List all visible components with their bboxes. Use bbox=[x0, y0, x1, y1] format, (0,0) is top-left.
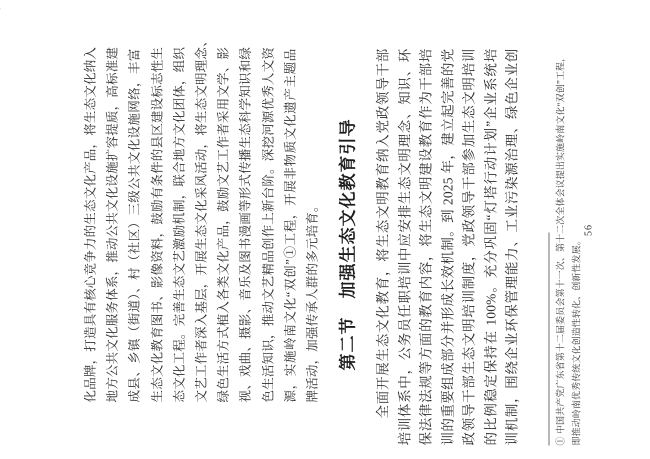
body-text-line: 政领导干部生态文明培训制度，党政领导干部参加生态文明培训 bbox=[461, 48, 476, 445]
paragraph-1 bbox=[79, 33, 323, 402]
body-text-line: 保法律法规等方面的教育内容，将生态文明建设教育作为干部培 bbox=[418, 48, 433, 445]
body-text-line: 牌活动，加强传承人群的多元培育。 bbox=[304, 198, 319, 402]
body-text-line: 全面开展生态文化教育，将生态文明教育纳入党政领导干部 bbox=[375, 48, 390, 418]
body-text-line: 源，实施岭南文化“双创”①工程，开展非物质文化遗产主题品 bbox=[282, 48, 297, 402]
body-text-line: 训的重要组成部分并形成长效机制。到 2025 年，建立起完善的党 bbox=[439, 48, 455, 445]
body-text-line: 训机制，围绕企业环保管理能力、工业污染源治理、绿色企业创 bbox=[504, 48, 519, 445]
footnote bbox=[552, 52, 584, 445]
body-text-line: 的比例稳定保持在 100%。充分巩固“灯塔行动计划”企业系统培 bbox=[482, 48, 498, 445]
body-text-line: 态文化工程。完善生态文艺激励机制，联合地方文化团体，组织 bbox=[171, 46, 186, 402]
body-text-line: 绿色生活方式植入各类文化产品，鼓励文艺工作者采用文学、影 bbox=[216, 46, 231, 402]
page-number: 56 bbox=[583, 223, 594, 236]
body-text-line: 色生活知识，推动文艺精品创作上新台阶。深挖河源优秀人文资 bbox=[260, 46, 275, 402]
body-text-line: 地方公共文化服务体系，推动公共文化设施扩容提质，高标准建 bbox=[105, 46, 120, 402]
body-text-line: 化品牌，打造具有核心竞争力的生态文化产品，将生态文化纳入 bbox=[83, 46, 97, 402]
body-text-line: 生态文化教育图书、影像资料，鼓励有条件的县区建设标志性生 bbox=[149, 46, 164, 402]
body-text-line: 视、戏曲、摄影、音乐及图书漫画等形式传播生态科学知识和绿 bbox=[238, 46, 253, 402]
paragraph-2 bbox=[372, 48, 523, 445]
body-text-line: 文艺工作者深入基层，开展生态文化采风活动，将生态文明理念、 bbox=[193, 33, 208, 402]
footnote-line: ① 中国共产党广东省第十二届委员会第十一次、第十二次全体会议提出实施岭南文化“双创”工程， bbox=[555, 52, 565, 445]
footnote-divider bbox=[548, 232, 549, 445]
section-heading: 第二节 加强生态文化教育引导 bbox=[338, 118, 357, 370]
footnote-line: 即推动岭南优秀传统文化创造性转化、创新性发展。 bbox=[571, 235, 581, 445]
body-text-line: 成县、乡镇（街道）、村（社区）三级公共文化设施网络，丰富 bbox=[127, 48, 142, 402]
body-text-line: 培训体系中，公务员任职培训中应安排生态文明理念、知识、环 bbox=[396, 48, 412, 445]
